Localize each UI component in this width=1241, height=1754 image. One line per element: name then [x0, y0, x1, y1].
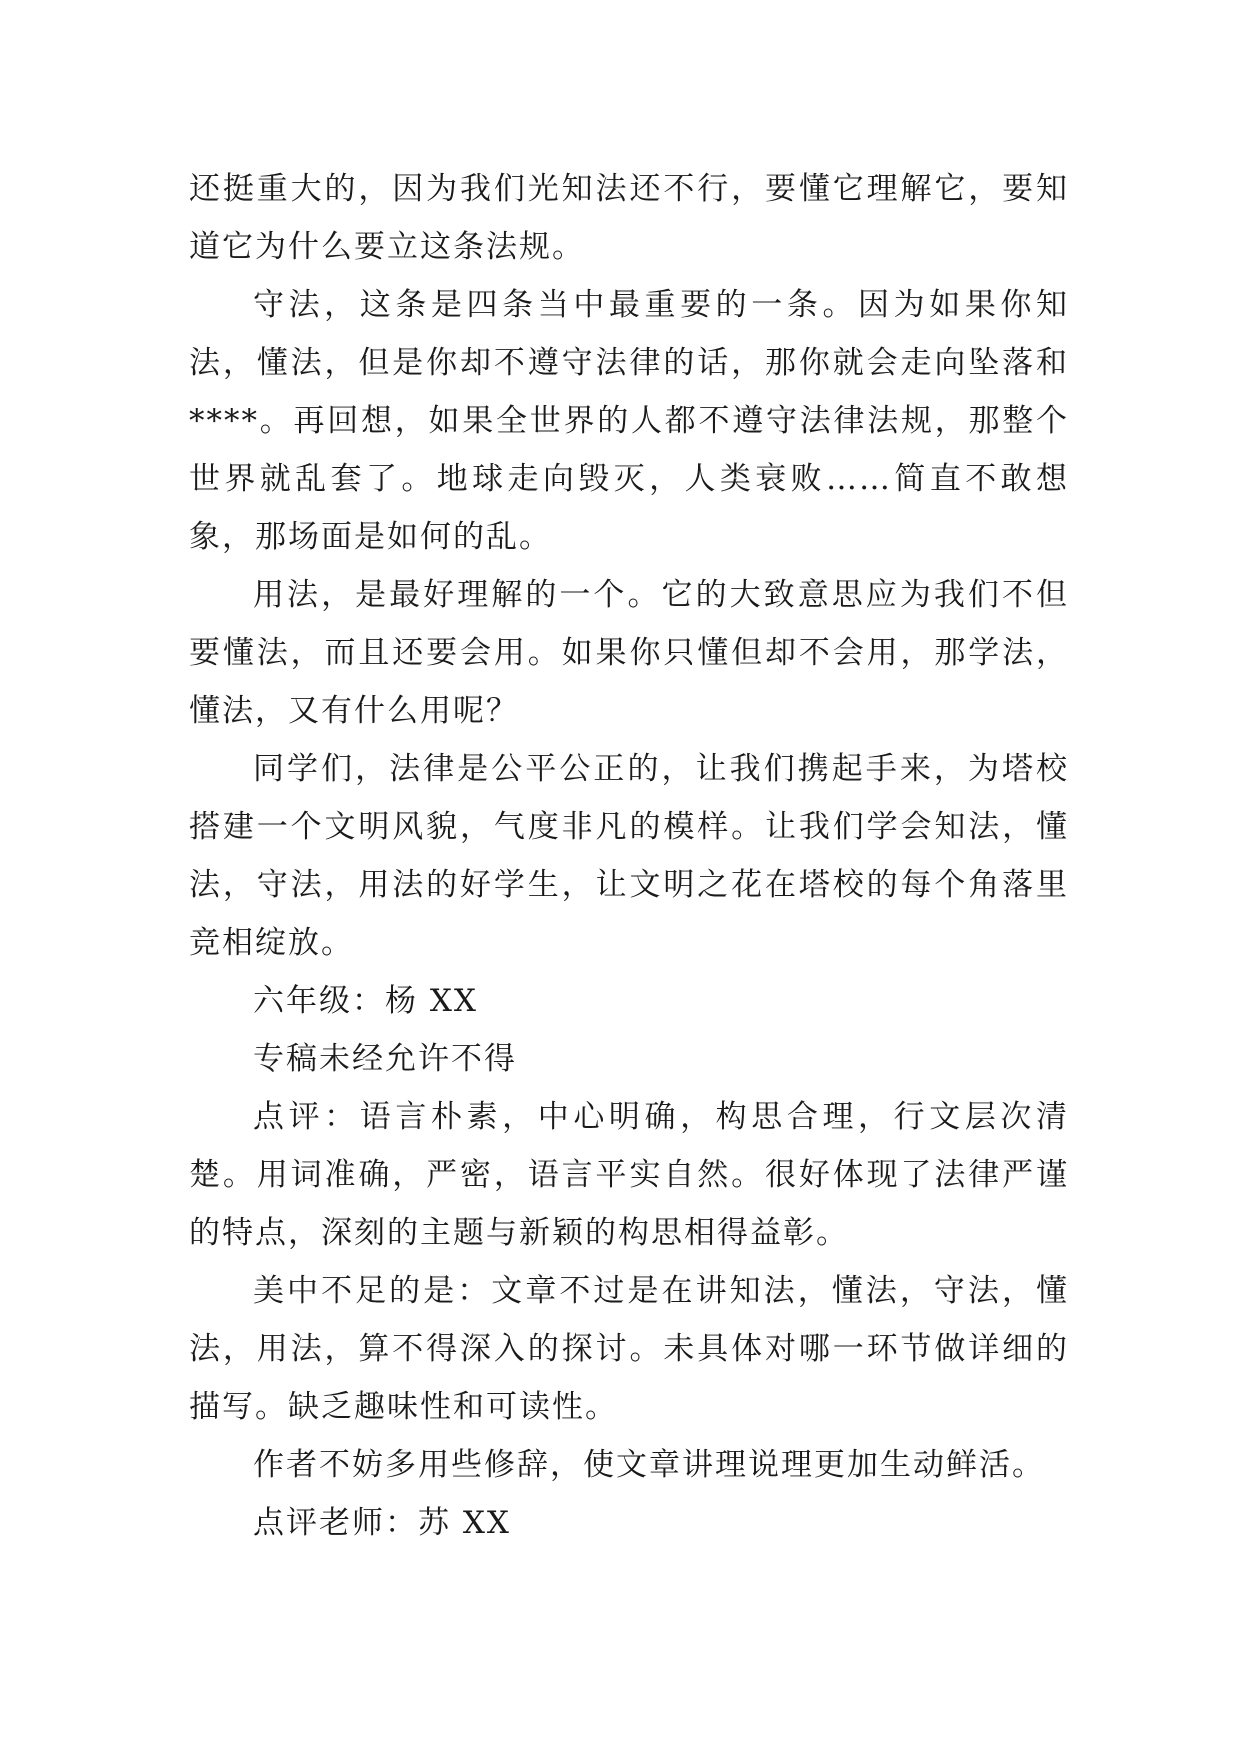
review-paragraph: 点评：语言朴素，中心明确，构思合理，行文层次清楚。用词准确，严密，语言平实自然。很好体现了法律严谨的特点，深刻的主题与新颖的构思相得益彰。 — [189, 1099, 1069, 1251]
paragraph-closing: 同学们，法律是公平公正的，让我们携起手来，为塔校搭建一个文明风貌，气度非凡的模样。让我们学会知法，懂法，守法，用法的好学生，让文明之花在塔校的每个角落里竞相绽放。 — [189, 751, 1069, 961]
paragraph-shoufa: 守法，这条是四条当中最重要的一条。因为如果你知法，懂法，但是你却不遵守法律的话，那你就会走向坠落和****。再回想，如果全世界的人都不遵守法律法规，那整个世界就乱套了。地球走向毁灭，人类衰败……简直不敢想象，那场面是如何的乱。 — [189, 287, 1069, 555]
copyright-note: 专稿未经允许不得 — [253, 1041, 517, 1077]
author-line: 六年级：杨 XX — [253, 983, 478, 1019]
shortcoming-paragraph: 美中不足的是：文章不过是在讲知法，懂法，守法，懂法，用法，算不得深入的探讨。未具体对哪一环节做详细的描写。缺乏趣味性和可读性。 — [189, 1273, 1069, 1425]
reviewer-line: 点评老师：苏 XX — [253, 1505, 511, 1541]
paragraph-continuation: 还挺重大的，因为我们光知法还不行，要懂它理解它，要知道它为什么要立这条法规。 — [189, 171, 1069, 265]
paragraph-yongfa: 用法，是最好理解的一个。它的大致意思应为我们不但要懂法，而且还要会用。如果你只懂但却不会用，那学法，懂法，又有什么用呢？ — [189, 577, 1069, 729]
document-body — [189, 160, 1069, 1552]
suggestion-paragraph: 作者不妨多用些修辞，使文章讲理说理更加生动鲜活。 — [253, 1447, 1045, 1483]
